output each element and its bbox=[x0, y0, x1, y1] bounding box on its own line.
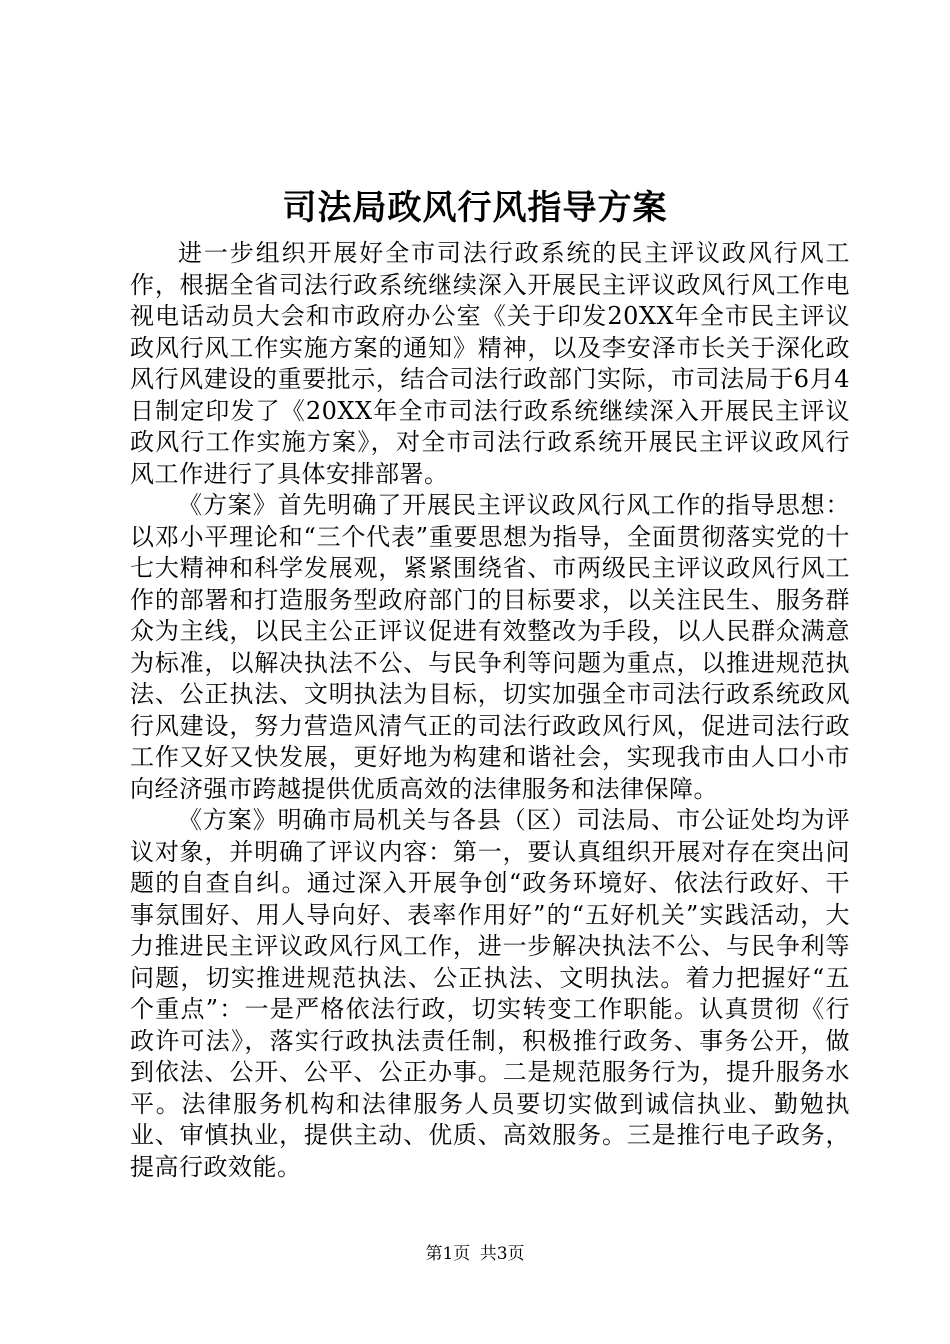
paragraph-2: 《方案》首先明确了开展民主评议政风行风工作的指导思想：以邓小平理论和“三个代表”重要思想为指导，全面贯彻落实党的十七大精神和科学发展观，紧紧围绕省、市两级民主评议政风行风工作的部署和打造服务型政府部门的目标要求，以关注民生、服务群众为主线，以民主公正评议促进有效整改为手段，以人民群众满意为标准，以解决执法不公、与民争利等问题为重点，以推进规范执法、公正执法、文明执法为目标，切实加强全市司法行政系统政风行风建设，努力营造风清气正的司法行政政风行风，促进司法行政工作又好又快发展，更好地为构建和谐社会，实现我市由人口小市向经济强市跨越提供优质高效的法律服务和法律保障。 bbox=[130, 491, 850, 803]
page-footer: 第1页 共3页 bbox=[425, 1244, 525, 1264]
document-title: 司法局政风行风指导方案 bbox=[282, 188, 668, 228]
paragraph-3: 《方案》明确市局机关与各县（区）司法局、市公证处均为评议对象，并明确了评议内容：第一，要认真组织开展对存在突出问题的自查自纠。通过深入开展争创“政务环境好、依法行政好、干事氛围好、用人导向好、表率作用好”的“五好机关”实践活动，大力推进民主评议政风行风工作，进一步解决执法不公、与民争利等问题，切实推进规范执法、公正执法、文明执法。着力把握好“五个重点”：一是严格依法行政，切实转变工作职能。认真贯彻《行政许可法》，落实行政执法责任制，积极推行政务、事务公开，做到依法、公开、公平、公正办事。二是规范服务行为，提升服务水平。法律服务机构和法律服务人员要切实做到诚信执业、勤勉执业、审慎执业，提供主动、优质、高效服务。三是推行电子政务，提高行政效能。 bbox=[130, 806, 850, 1181]
document-body bbox=[130, 238, 850, 1183]
paragraph-1: 进一步组织开展好全市司法行政系统的民主评议政风行风工作，根据全省司法行政系统继续深入开展民主评议政风行风工作电视电话动员大会和市政府办公室《关于印发20XX年全市民主评议政风行风工作实施方案的通知》精神，以及李安泽市长关于深化政风行风建设的重要批示，结合司法行政部门实际，市司法局于6月4日制定印发了《20XX年全市司法行政系统继续深入开展民主评议政风行工作实施方案》，对全市司法行政系统开展民主评议政风行风工作进行了具体安排部署。 bbox=[130, 239, 850, 488]
